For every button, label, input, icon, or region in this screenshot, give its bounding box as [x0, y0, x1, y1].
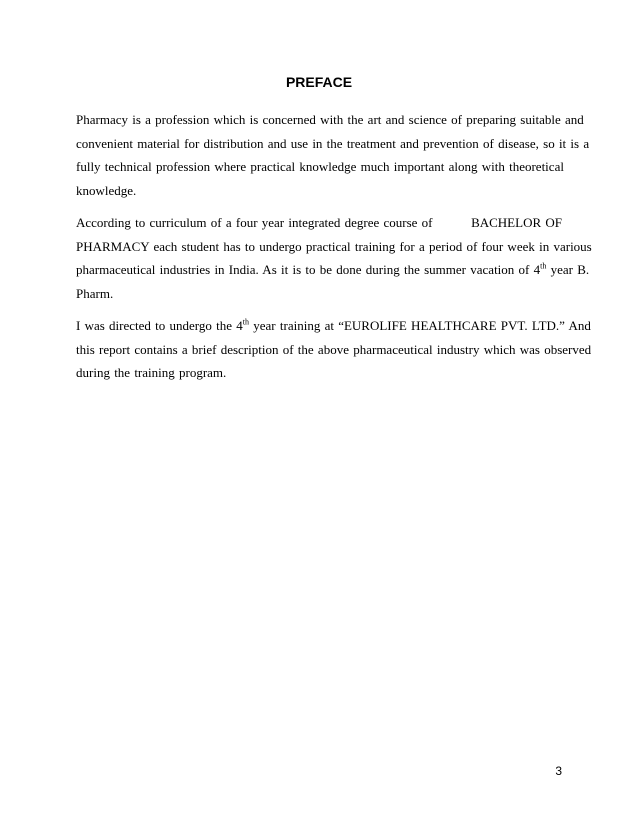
paragraph-2-line-4: Pharm. — [76, 285, 114, 301]
paragraph-2-line-3-text: pharmaceutical industries in India. As it is to be done during the summer vacation of 4 — [76, 262, 541, 277]
paragraph-2-line-1-text: According to curriculum of a four year integrated degree course of — [76, 215, 433, 230]
page-number: 3 — [555, 764, 562, 778]
paragraph-2 — [76, 211, 592, 305]
paragraph-1 — [76, 108, 590, 202]
paragraph-1-line-2: convenient material for distribution and use in the treatment and prevention of disease, so it is a — [76, 135, 590, 151]
ordinal-suffix: th — [540, 261, 547, 271]
paragraph-3-line-1-end: year training at “EUROLIFE HEALTHCARE PVT. LTD.” And — [249, 318, 591, 333]
paragraph-2-line-1 — [76, 211, 562, 235]
ordinal-suffix: th — [242, 317, 250, 327]
paragraph-1-line-4: knowledge. — [76, 182, 137, 198]
paragraph-3-line-1-text: I was directed to undergo the 4 — [76, 318, 243, 333]
preface-body — [76, 108, 592, 394]
paragraph-3 — [76, 314, 592, 385]
paragraph-3-line-2: this report contains a brief description of the above pharmaceutical industry which was observed — [76, 341, 592, 357]
paragraph-2-line-2: PHARMACY each student has to undergo practical training for a period of four week in various — [76, 238, 592, 254]
paragraph-1-line-1: Pharmacy is a profession which is concerned with the art and science of preparing suitable and — [76, 112, 584, 127]
paragraph-3-line-1 — [76, 314, 591, 338]
paragraph-2-line-1-degree: BACHELOR OF — [471, 215, 562, 230]
paragraph-2-line-3 — [76, 258, 590, 282]
paragraph-2-line-3-end: year B. — [546, 262, 590, 277]
paragraph-3-line-3: during the training program. — [76, 365, 227, 380]
paragraph-1-line-3: fully technical profession where practical knowledge much important along with theoretical — [76, 159, 564, 174]
page-title: PREFACE — [285, 74, 353, 90]
